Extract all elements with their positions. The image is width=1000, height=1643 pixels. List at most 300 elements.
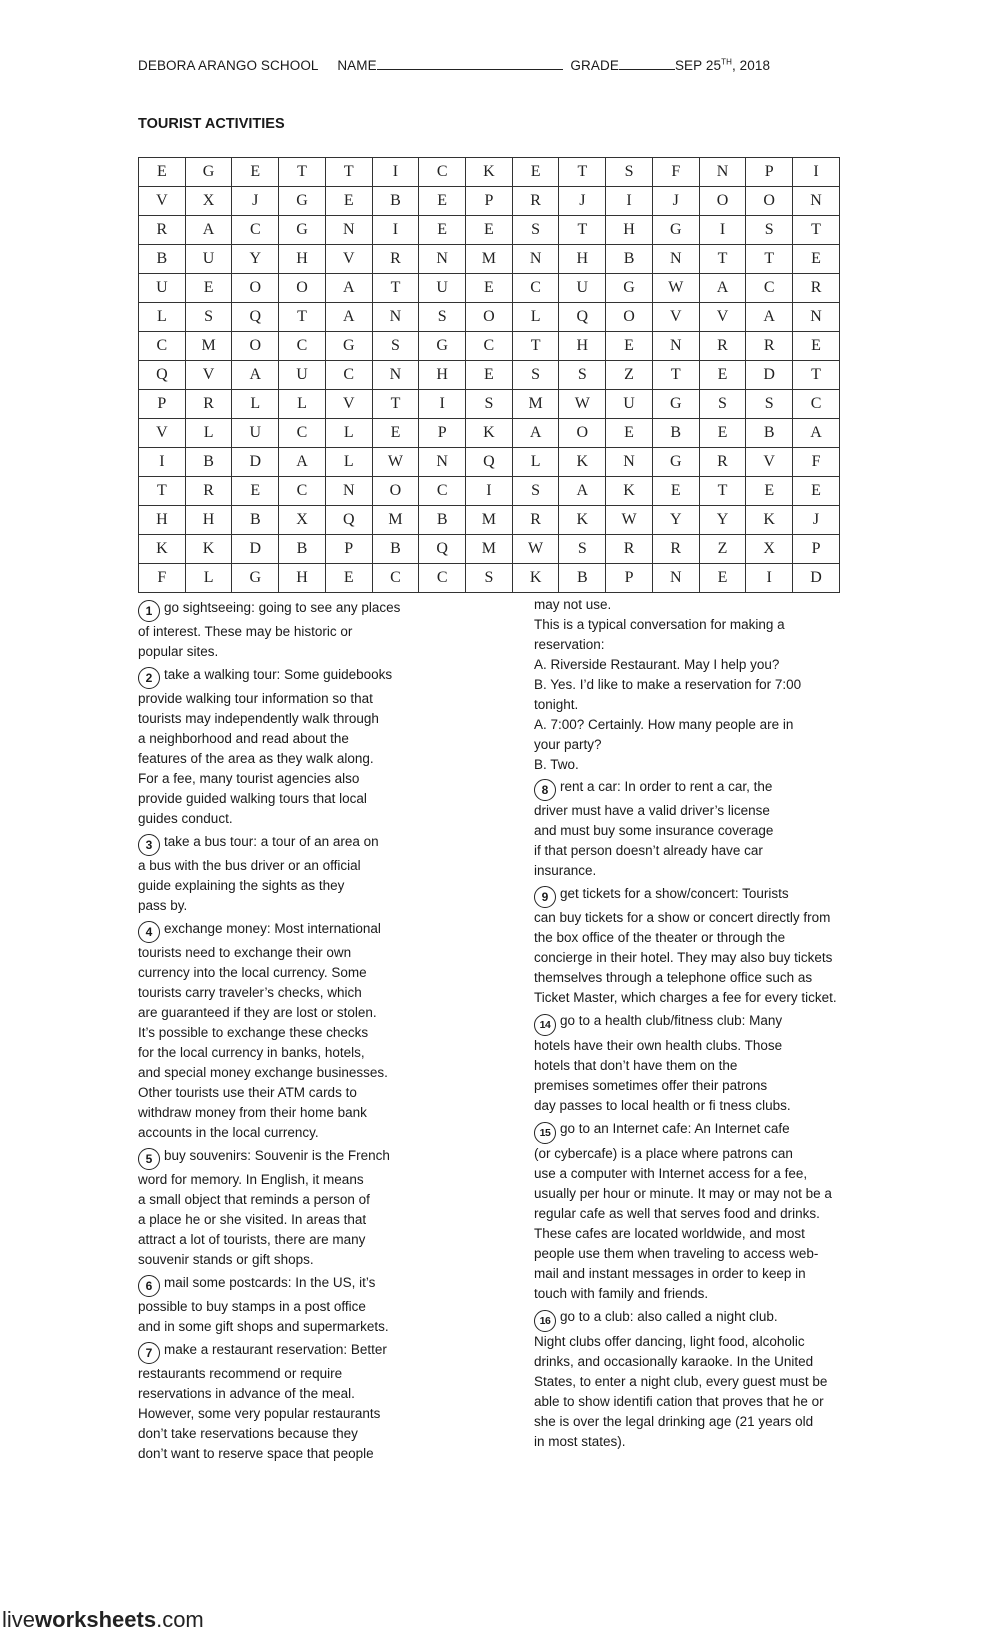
grid-cell[interactable]: N: [652, 332, 699, 361]
grid-row: [139, 361, 840, 390]
grid-cell[interactable]: R: [746, 332, 793, 361]
date-prefix: SEP 25: [674, 58, 722, 73]
grid-cell[interactable]: K: [559, 506, 606, 535]
grid-cell[interactable]: C: [139, 332, 186, 361]
grid-cell[interactable]: C: [232, 216, 279, 245]
grid-cell[interactable]: N: [419, 448, 466, 477]
grid-cell[interactable]: J: [652, 187, 699, 216]
grid-cell[interactable]: E: [232, 477, 279, 506]
grid-cell[interactable]: E: [652, 477, 699, 506]
activity-number-badge: 16: [534, 1310, 556, 1332]
grid-cell[interactable]: I: [466, 477, 513, 506]
grid-cell[interactable]: W: [606, 506, 653, 535]
grid-cell[interactable]: E: [466, 216, 513, 245]
grid-cell[interactable]: V: [325, 390, 372, 419]
grid-cell[interactable]: R: [185, 477, 232, 506]
grid-cell[interactable]: H: [559, 245, 606, 274]
grid-cell[interactable]: T: [512, 332, 559, 361]
grid-cell[interactable]: S: [512, 216, 559, 245]
grid-cell[interactable]: X: [746, 535, 793, 564]
grid-cell[interactable]: R: [699, 332, 746, 361]
activity-text-line: provide walking tour information so that: [138, 691, 373, 706]
grid-cell[interactable]: C: [793, 390, 840, 419]
grid-cell[interactable]: K: [559, 448, 606, 477]
grid-cell[interactable]: Y: [652, 506, 699, 535]
grid-cell[interactable]: M: [466, 245, 513, 274]
grid-cell[interactable]: F: [139, 564, 186, 593]
grid-cell[interactable]: A: [699, 274, 746, 303]
grid-cell[interactable]: C: [466, 332, 513, 361]
grid-cell[interactable]: O: [372, 477, 419, 506]
grid-cell[interactable]: T: [652, 361, 699, 390]
grid-cell[interactable]: E: [372, 419, 419, 448]
grid-row: [139, 535, 840, 564]
grid-cell[interactable]: T: [746, 245, 793, 274]
grid-cell[interactable]: N: [372, 303, 419, 332]
grid-cell[interactable]: T: [559, 158, 606, 187]
grid-cell[interactable]: E: [699, 419, 746, 448]
grid-cell[interactable]: Q: [139, 361, 186, 390]
grid-cell[interactable]: G: [279, 187, 326, 216]
grid-cell[interactable]: B: [419, 506, 466, 535]
grid-cell[interactable]: A: [325, 303, 372, 332]
grid-cell[interactable]: U: [419, 274, 466, 303]
grid-cell[interactable]: K: [746, 506, 793, 535]
grid-cell[interactable]: R: [512, 506, 559, 535]
grid-cell[interactable]: C: [279, 477, 326, 506]
grid-cell[interactable]: N: [793, 187, 840, 216]
grid-cell[interactable]: A: [746, 303, 793, 332]
activity-text-line: go sightseeing: going to see any places: [164, 600, 401, 615]
grid-cell[interactable]: B: [372, 187, 419, 216]
activity-number-badge: 1: [138, 600, 160, 622]
grid-cell[interactable]: W: [559, 390, 606, 419]
activity-item: [534, 884, 879, 1008]
grid-cell[interactable]: T: [279, 303, 326, 332]
grade-blank[interactable]: [619, 57, 675, 70]
activity-text-line: usually per hour or minute. It may or may not be a: [534, 1186, 832, 1201]
activity-item: [534, 777, 879, 881]
grid-cell[interactable]: C: [419, 158, 466, 187]
activity-item: [534, 1119, 879, 1304]
grid-cell[interactable]: E: [185, 274, 232, 303]
activity-text-line: guides conduct.: [138, 811, 233, 826]
grid-cell[interactable]: X: [279, 506, 326, 535]
grid-cell[interactable]: C: [419, 564, 466, 593]
grid-cell[interactable]: C: [512, 274, 559, 303]
grid-cell[interactable]: L: [279, 390, 326, 419]
grid-cell[interactable]: C: [325, 361, 372, 390]
activity-text-line: hotels have their own health clubs. Those: [534, 1038, 783, 1053]
grid-cell[interactable]: M: [512, 390, 559, 419]
grid-cell[interactable]: P: [419, 419, 466, 448]
grid-row: [139, 187, 840, 216]
grid-cell[interactable]: L: [512, 303, 559, 332]
grid-cell[interactable]: T: [699, 245, 746, 274]
activity-text-line: and special money exchange businesses.: [138, 1065, 388, 1080]
activity-number-badge: 8: [534, 779, 556, 801]
grid-cell[interactable]: I: [746, 564, 793, 593]
grid-cell[interactable]: G: [652, 216, 699, 245]
grid-cell[interactable]: R: [372, 245, 419, 274]
grid-cell[interactable]: A: [512, 419, 559, 448]
grid-cell[interactable]: E: [466, 274, 513, 303]
grid-cell[interactable]: S: [699, 390, 746, 419]
activity-number-badge: 14: [534, 1014, 556, 1036]
grid-cell[interactable]: B: [746, 419, 793, 448]
activity-number-badge: 7: [138, 1342, 160, 1364]
grid-cell[interactable]: E: [139, 158, 186, 187]
activity-number-badge: 15: [534, 1122, 556, 1144]
grid-cell[interactable]: I: [139, 448, 186, 477]
grid-cell[interactable]: I: [372, 158, 419, 187]
grid-cell[interactable]: P: [466, 187, 513, 216]
grid-cell[interactable]: E: [746, 477, 793, 506]
activity-text-line: are guaranteed if they are lost or stolen.: [138, 1005, 377, 1020]
grid-cell[interactable]: H: [185, 506, 232, 535]
activity-text-line: able to show identifi cation that proves that he or: [534, 1394, 824, 1409]
grid-cell[interactable]: D: [232, 535, 279, 564]
grid-cell[interactable]: K: [466, 158, 513, 187]
grid-cell[interactable]: S: [185, 303, 232, 332]
grid-cell[interactable]: V: [139, 187, 186, 216]
grid-cell[interactable]: Y: [232, 245, 279, 274]
activity-text-line: These cafes are located worldwide, and most: [534, 1226, 805, 1241]
grid-cell[interactable]: S: [746, 216, 793, 245]
grid-cell[interactable]: P: [746, 158, 793, 187]
grid-cell[interactable]: J: [793, 506, 840, 535]
activity-item: [138, 1146, 468, 1270]
grid-cell[interactable]: G: [419, 332, 466, 361]
grid-row: [139, 477, 840, 506]
activity-item: [138, 1273, 468, 1337]
grid-cell[interactable]: L: [185, 419, 232, 448]
activity-text-line: For a fee, many tourist agencies also: [138, 771, 360, 786]
grid-cell[interactable]: B: [139, 245, 186, 274]
grid-cell[interactable]: A: [559, 477, 606, 506]
grid-cell[interactable]: R: [652, 535, 699, 564]
grid-cell[interactable]: D: [232, 448, 279, 477]
continuation-line: your party?: [534, 737, 602, 752]
grid-cell[interactable]: E: [419, 187, 466, 216]
grid-cell[interactable]: S: [419, 303, 466, 332]
grid-cell[interactable]: Q: [232, 303, 279, 332]
grid-cell[interactable]: W: [372, 448, 419, 477]
grid-cell[interactable]: N: [372, 361, 419, 390]
grid-cell[interactable]: T: [559, 216, 606, 245]
grid-cell[interactable]: T: [793, 216, 840, 245]
grid-cell[interactable]: G: [325, 332, 372, 361]
grid-cell[interactable]: D: [793, 564, 840, 593]
activity-text-line: features of the area as they walk along.: [138, 751, 374, 766]
grid-cell[interactable]: K: [466, 419, 513, 448]
date-year: , 2018: [731, 58, 771, 73]
activity-text-line: Ticket Master, which charges a fee for every ticket.: [534, 990, 837, 1005]
grid-cell[interactable]: E: [699, 564, 746, 593]
activity-text-line: if that person doesn’t already have car: [534, 843, 763, 858]
grid-cell[interactable]: J: [232, 187, 279, 216]
activity-text-line: restaurants recommend or require: [138, 1366, 343, 1381]
grid-cell[interactable]: T: [372, 274, 419, 303]
grid-cell[interactable]: L: [232, 390, 279, 419]
grid-cell[interactable]: E: [793, 332, 840, 361]
activity-number-badge: 4: [138, 921, 160, 943]
grid-cell[interactable]: W: [512, 535, 559, 564]
footer-prefix: live: [2, 1607, 36, 1632]
grid-cell[interactable]: R: [793, 274, 840, 303]
grid-cell[interactable]: K: [512, 564, 559, 593]
grid-cell[interactable]: P: [793, 535, 840, 564]
grid-cell[interactable]: E: [512, 158, 559, 187]
activity-text-line: possible to buy stamps in a post office: [138, 1299, 366, 1314]
activity-text-line: driver must have a valid driver’s license: [534, 803, 770, 818]
grid-cell[interactable]: A: [232, 361, 279, 390]
grid-cell[interactable]: E: [606, 332, 653, 361]
grid-cell[interactable]: V: [325, 245, 372, 274]
activity-text-line: buy souvenirs: Souvenir is the French: [164, 1148, 390, 1163]
grid-cell[interactable]: A: [185, 216, 232, 245]
continuation-line: A. 7:00? Certainly. How many people are in: [534, 717, 794, 732]
grid-cell[interactable]: O: [699, 187, 746, 216]
grid-cell[interactable]: B: [279, 535, 326, 564]
grid-cell[interactable]: I: [793, 158, 840, 187]
activity-text-line: don’t want to reserve space that people: [138, 1446, 374, 1461]
grid-cell[interactable]: G: [606, 274, 653, 303]
grid-cell[interactable]: Q: [466, 448, 513, 477]
activity-item: [138, 1340, 468, 1464]
grid-cell[interactable]: E: [699, 361, 746, 390]
grid-row: [139, 419, 840, 448]
activity-text-line: she is over the legal drinking age (21 years old: [534, 1414, 814, 1429]
grid-cell[interactable]: E: [466, 361, 513, 390]
site-footer: [2, 1607, 204, 1633]
grid-cell[interactable]: B: [372, 535, 419, 564]
activity-text-line: regular cafe as well that serves food and drinks.: [534, 1206, 820, 1221]
activity-text-line: and in some gift shops and supermarkets.: [138, 1319, 389, 1334]
grid-cell[interactable]: U: [139, 274, 186, 303]
grid-cell[interactable]: S: [606, 158, 653, 187]
grid-cell[interactable]: L: [185, 564, 232, 593]
grid-row: [139, 158, 840, 187]
grid-cell[interactable]: C: [372, 564, 419, 593]
grid-cell[interactable]: E: [232, 158, 279, 187]
grid-cell[interactable]: V: [746, 448, 793, 477]
grid-cell[interactable]: P: [325, 535, 372, 564]
grid-cell[interactable]: E: [793, 245, 840, 274]
grid-cell[interactable]: G: [279, 216, 326, 245]
footer-suffix: .com: [156, 1607, 204, 1632]
grid-cell[interactable]: A: [279, 448, 326, 477]
activity-text-line: don’t take reservations because they: [138, 1426, 358, 1441]
grid-cell[interactable]: C: [279, 332, 326, 361]
grid-cell[interactable]: N: [512, 245, 559, 274]
grid-cell[interactable]: Q: [559, 303, 606, 332]
name-blank[interactable]: [377, 57, 563, 70]
grid-cell[interactable]: B: [559, 564, 606, 593]
grid-cell[interactable]: H: [139, 506, 186, 535]
grid-cell[interactable]: B: [232, 506, 279, 535]
grid-cell[interactable]: U: [606, 390, 653, 419]
grid-cell[interactable]: T: [793, 361, 840, 390]
grid-cell[interactable]: V: [185, 361, 232, 390]
activity-number-badge: 2: [138, 667, 160, 689]
activity-number-badge: 5: [138, 1148, 160, 1170]
grid-cell[interactable]: U: [559, 274, 606, 303]
grid-cell[interactable]: S: [372, 332, 419, 361]
grid-cell[interactable]: N: [652, 564, 699, 593]
grid-cell[interactable]: D: [746, 361, 793, 390]
grid-cell[interactable]: G: [652, 448, 699, 477]
grid-cell[interactable]: T: [699, 477, 746, 506]
grid-cell[interactable]: H: [419, 361, 466, 390]
reservation-continuation: [534, 595, 879, 775]
grid-cell[interactable]: L: [325, 419, 372, 448]
activity-text-line: premises sometimes offer their patrons: [534, 1078, 768, 1093]
grid-cell[interactable]: I: [606, 187, 653, 216]
grid-cell[interactable]: Y: [699, 506, 746, 535]
grid-cell[interactable]: U: [185, 245, 232, 274]
grid-cell[interactable]: H: [559, 332, 606, 361]
grid-cell[interactable]: R: [139, 216, 186, 245]
grid-cell[interactable]: I: [699, 216, 746, 245]
left-column: [138, 598, 468, 1467]
grid-cell[interactable]: N: [606, 448, 653, 477]
activity-text-line: people use them when traveling to access web-: [534, 1246, 819, 1261]
grid-cell[interactable]: W: [652, 274, 699, 303]
grid-cell[interactable]: T: [279, 158, 326, 187]
grid-cell[interactable]: V: [699, 303, 746, 332]
grid-cell[interactable]: P: [139, 390, 186, 419]
grid-cell[interactable]: Z: [606, 361, 653, 390]
activity-text-line: tourists carry traveler’s checks, which: [138, 985, 362, 1000]
continuation-line: tonight.: [534, 697, 579, 712]
activity-text-line: attract a lot of tourists, there are many: [138, 1232, 366, 1247]
grid-cell[interactable]: T: [372, 390, 419, 419]
activity-text-line: themselves through a telephone office such as: [534, 970, 813, 985]
grid-cell[interactable]: E: [325, 564, 372, 593]
grid-row: [139, 332, 840, 361]
grid-cell[interactable]: J: [559, 187, 606, 216]
grid-cell[interactable]: B: [606, 245, 653, 274]
grid-cell[interactable]: T: [325, 158, 372, 187]
activity-number-badge: 9: [534, 886, 556, 908]
grid-cell[interactable]: A: [793, 419, 840, 448]
grid-cell[interactable]: K: [185, 535, 232, 564]
grid-cell[interactable]: O: [232, 332, 279, 361]
grid-cell[interactable]: C: [419, 477, 466, 506]
grid-cell[interactable]: O: [232, 274, 279, 303]
grid-cell[interactable]: N: [699, 158, 746, 187]
grid-cell[interactable]: P: [606, 564, 653, 593]
grid-cell[interactable]: L: [139, 303, 186, 332]
grid-cell[interactable]: H: [606, 216, 653, 245]
grid-cell[interactable]: N: [652, 245, 699, 274]
grid-cell[interactable]: Z: [699, 535, 746, 564]
grid-cell[interactable]: N: [419, 245, 466, 274]
activity-item: [534, 1307, 879, 1452]
grid-cell[interactable]: M: [185, 332, 232, 361]
grid-cell[interactable]: S: [559, 535, 606, 564]
activity-text-line: go to an Internet cafe: An Internet cafe: [560, 1121, 790, 1136]
grid-cell[interactable]: G: [232, 564, 279, 593]
grid-cell[interactable]: E: [606, 419, 653, 448]
grid-cell[interactable]: H: [279, 564, 326, 593]
grid-cell[interactable]: I: [372, 216, 419, 245]
school-name: DEBORA ARANGO SCHOOL: [138, 58, 319, 73]
grid-cell[interactable]: O: [466, 303, 513, 332]
grid-row: [139, 390, 840, 419]
grid-row: [139, 245, 840, 274]
grid-cell[interactable]: N: [325, 477, 372, 506]
grid-cell[interactable]: H: [279, 245, 326, 274]
activity-text-line: reservations in advance of the meal.: [138, 1386, 355, 1401]
grid-cell[interactable]: A: [325, 274, 372, 303]
grid-cell[interactable]: S: [746, 390, 793, 419]
activity-text-line: touch with family and friends.: [534, 1286, 709, 1301]
grid-cell[interactable]: S: [512, 477, 559, 506]
grid-cell[interactable]: V: [139, 419, 186, 448]
grid-cell[interactable]: O: [746, 187, 793, 216]
grid-cell[interactable]: N: [793, 303, 840, 332]
grid-cell[interactable]: C: [746, 274, 793, 303]
grid-cell[interactable]: T: [139, 477, 186, 506]
grid-cell[interactable]: U: [279, 361, 326, 390]
grid-cell[interactable]: R: [185, 390, 232, 419]
grid-cell[interactable]: R: [512, 187, 559, 216]
grid-cell[interactable]: E: [325, 187, 372, 216]
grid-cell[interactable]: I: [419, 390, 466, 419]
footer-bold: worksheets: [35, 1607, 157, 1632]
grid-cell[interactable]: B: [185, 448, 232, 477]
grid-cell[interactable]: B: [652, 419, 699, 448]
grid-cell[interactable]: G: [185, 158, 232, 187]
grid-cell[interactable]: L: [325, 448, 372, 477]
activity-text-line: popular sites.: [138, 644, 219, 659]
grid-cell[interactable]: Q: [325, 506, 372, 535]
grid-cell[interactable]: S: [512, 361, 559, 390]
grid-cell[interactable]: V: [652, 303, 699, 332]
grid-cell[interactable]: E: [419, 216, 466, 245]
activity-text-line: use a computer with Internet access for a fee,: [534, 1166, 808, 1181]
grid-cell[interactable]: M: [466, 506, 513, 535]
grid-cell[interactable]: R: [606, 535, 653, 564]
activity-text-line: insurance.: [534, 863, 597, 878]
grid-cell[interactable]: O: [559, 419, 606, 448]
grid-cell[interactable]: L: [512, 448, 559, 477]
grid-row: [139, 216, 840, 245]
grid-cell[interactable]: X: [185, 187, 232, 216]
grid-cell[interactable]: M: [466, 535, 513, 564]
grid-cell[interactable]: O: [606, 303, 653, 332]
grid-cell[interactable]: N: [325, 216, 372, 245]
grid-cell[interactable]: F: [652, 158, 699, 187]
grid-cell[interactable]: U: [232, 419, 279, 448]
grid-cell[interactable]: S: [466, 564, 513, 593]
grid-cell[interactable]: Q: [419, 535, 466, 564]
activity-item: [534, 1011, 879, 1116]
grid-cell[interactable]: S: [466, 390, 513, 419]
grid-cell[interactable]: K: [606, 477, 653, 506]
grid-cell[interactable]: R: [699, 448, 746, 477]
grid-cell[interactable]: M: [372, 506, 419, 535]
grid-cell[interactable]: S: [559, 361, 606, 390]
grid-cell[interactable]: F: [793, 448, 840, 477]
grid-cell[interactable]: E: [793, 477, 840, 506]
grid-cell[interactable]: O: [279, 274, 326, 303]
grid-cell[interactable]: C: [279, 419, 326, 448]
grid-cell[interactable]: G: [652, 390, 699, 419]
grid-cell[interactable]: K: [139, 535, 186, 564]
